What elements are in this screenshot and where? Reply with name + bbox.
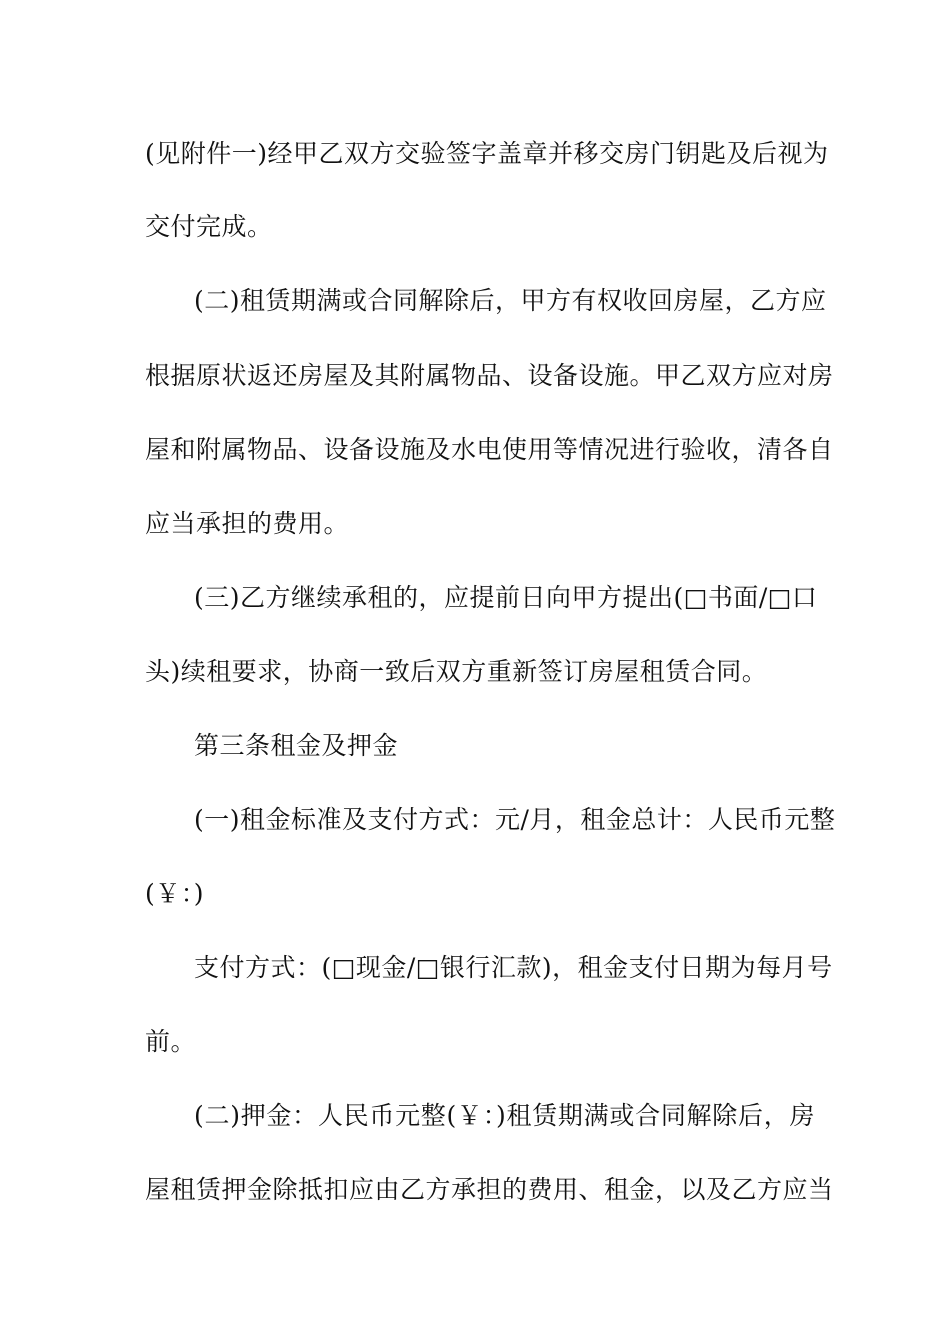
paragraph-line-11: (￥：) <box>145 879 205 908</box>
paragraph-line-14: (二)押金：人民币元整(￥：)租赁期满或合同解除后，房 <box>194 1101 815 1130</box>
paragraph-line-2: 交付完成。 <box>145 212 273 241</box>
paragraph-line-6: 应当承担的费用。 <box>145 509 350 538</box>
paragraph-line-15: 屋租赁押金除抵扣应由乙方承担的费用、租金，以及乙方应当 <box>145 1175 834 1204</box>
section-heading: 第三条租金及押金 <box>194 731 399 760</box>
paragraph-line-3: (二)租赁期满或合同解除后，甲方有权收回房屋，乙方应 <box>194 286 827 315</box>
paragraph-line-8: 头)续租要求，协商一致后双方重新签订房屋租赁合同。 <box>145 657 768 686</box>
paragraph-line-1: (见附件一)经甲乙双方交验签字盖章并移交房门钥匙及后视为 <box>145 139 829 168</box>
paragraph-line-7: (三)乙方继续承租的，应提前日向甲方提出(□书面/□口 <box>194 583 818 612</box>
paragraph-line-5: 屋和附属物品、设备设施及水电使用等情况进行验收，清各自 <box>145 435 834 464</box>
paragraph-line-13: 前。 <box>145 1027 197 1056</box>
paragraph-line-4: 根据原状返还房屋及其附属物品、设备设施。甲乙双方应对房 <box>145 361 834 390</box>
paragraph-line-12: 支付方式：(□现金/□银行汇款)，租金支付日期为每月号 <box>194 953 833 982</box>
paragraph-line-10: (一)租金标准及支付方式：元/月，租金总计：人民币元整 <box>194 805 836 834</box>
